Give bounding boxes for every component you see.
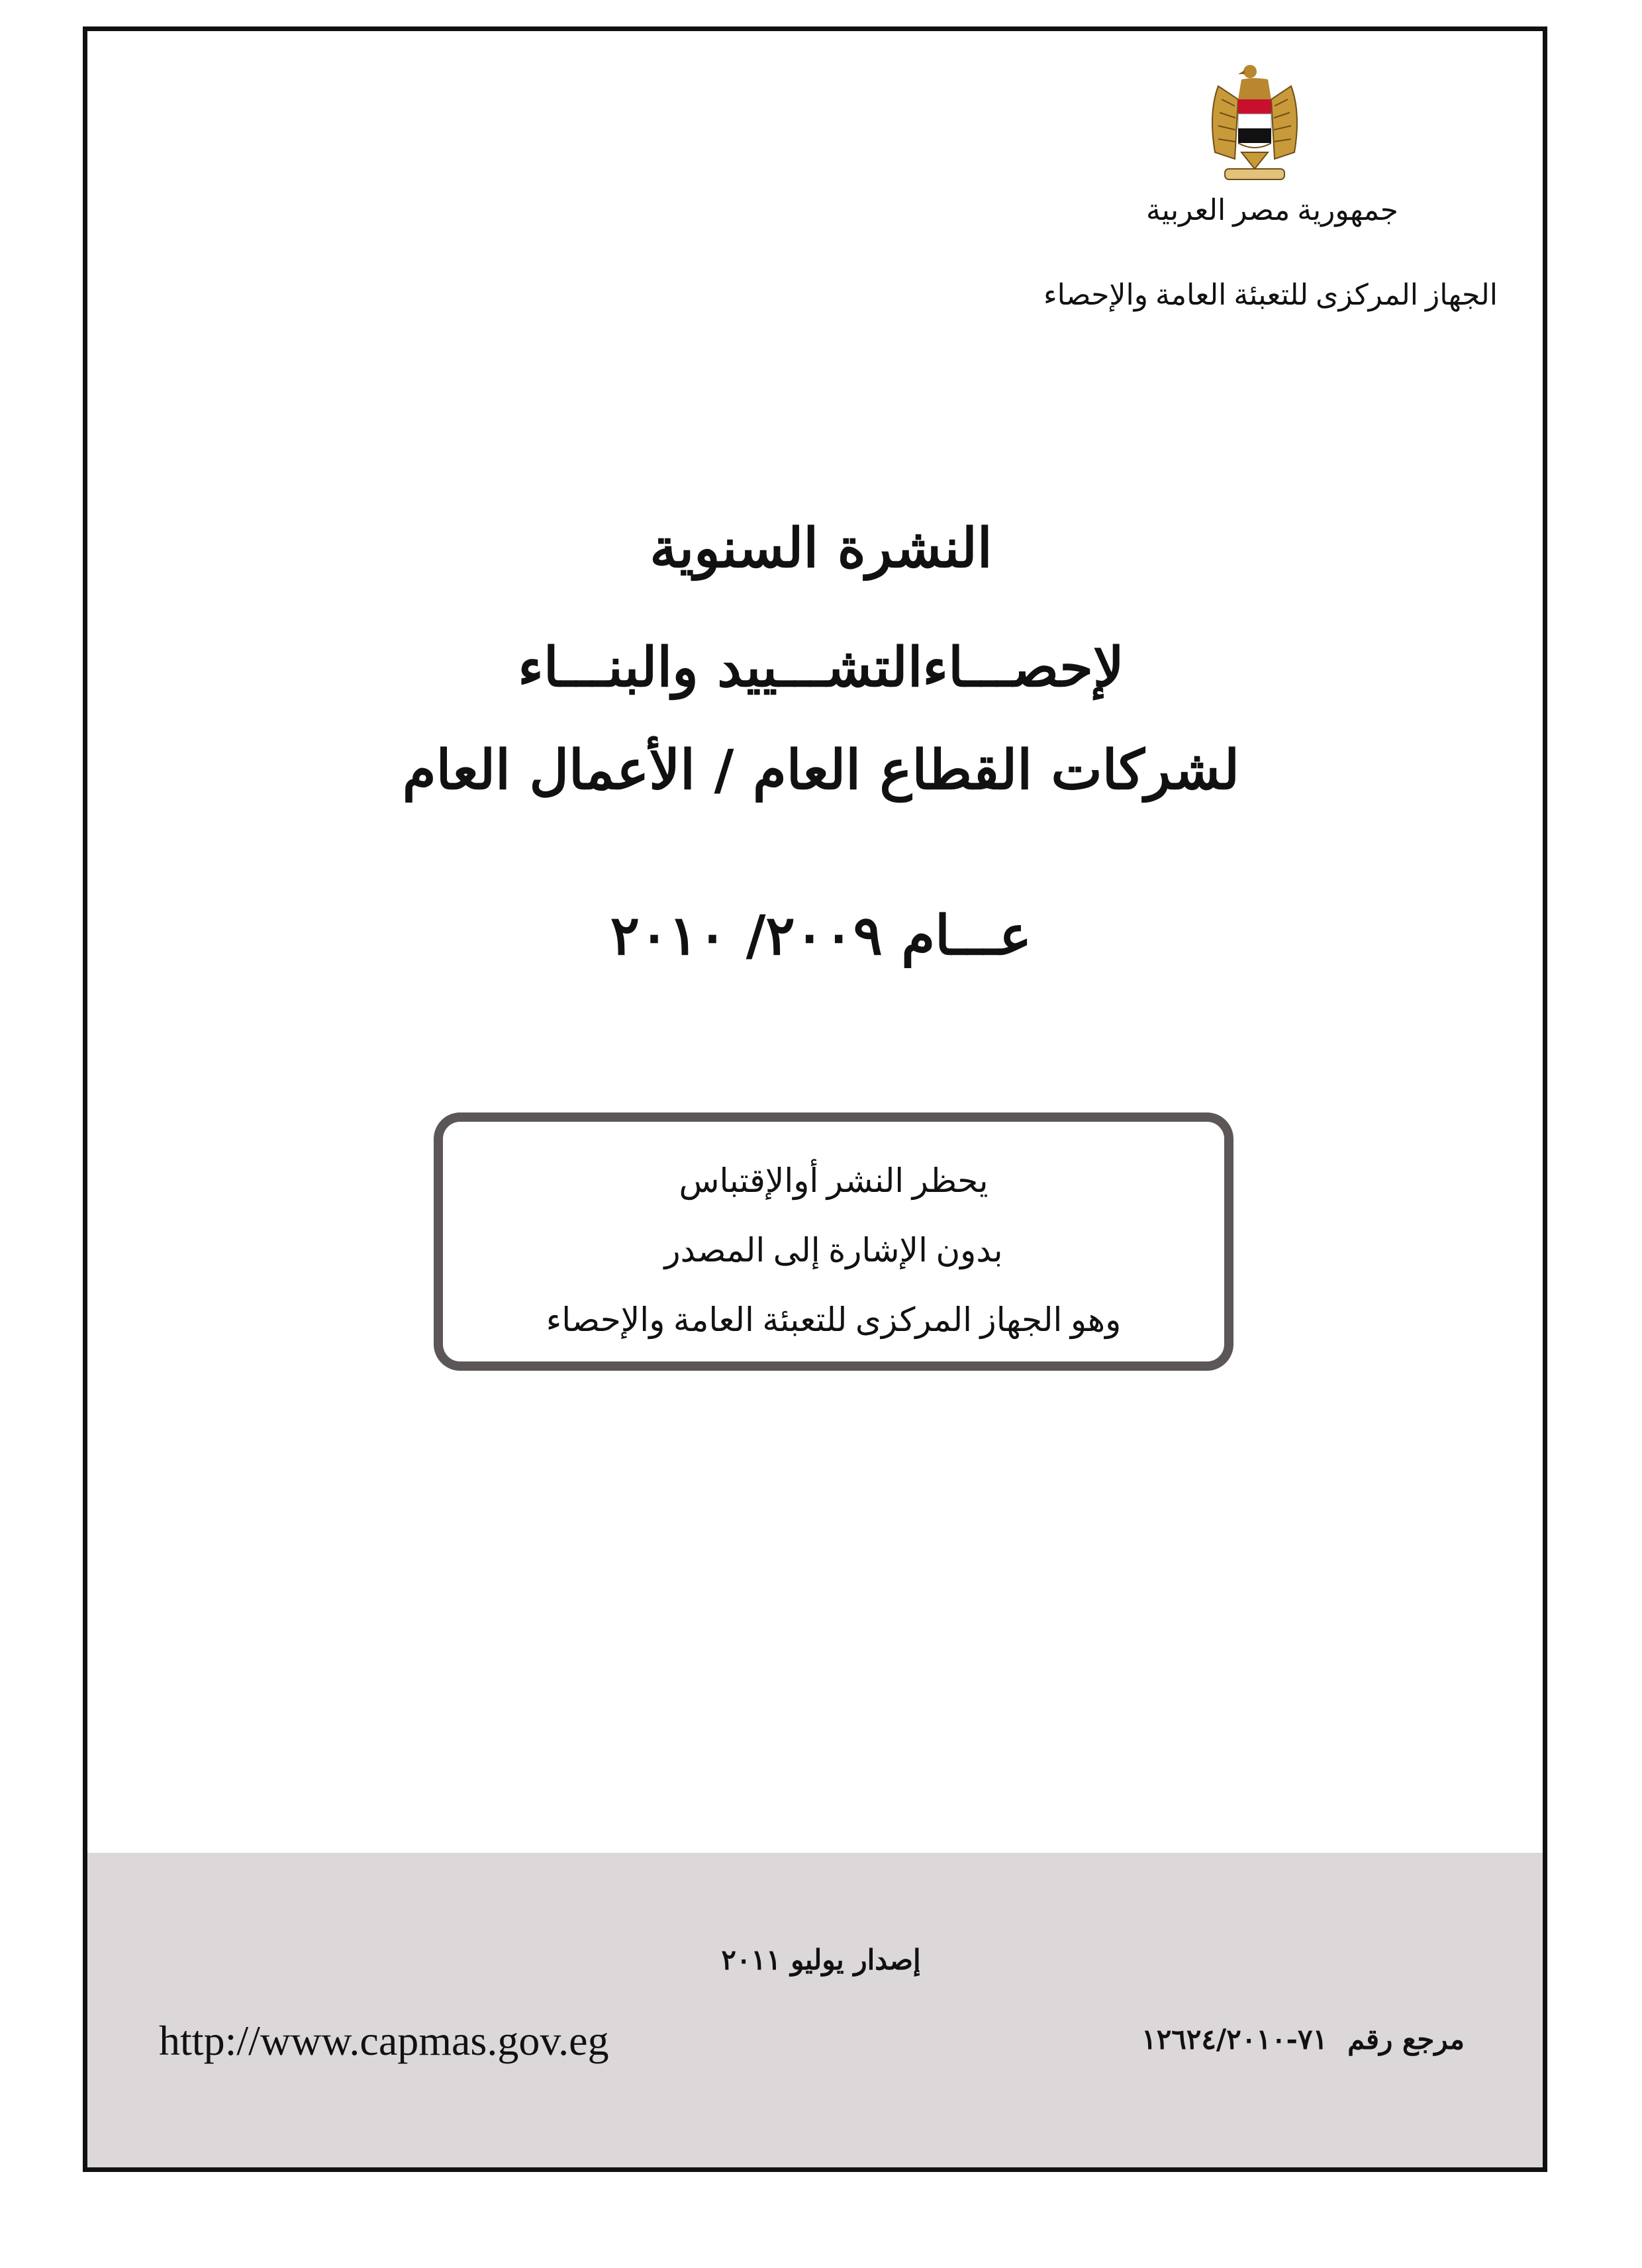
reference-number [1141,2023,1465,2055]
copyright-notice-box [434,1112,1233,1371]
year-line: عـــام ٢٠٠٩/ ٢٠١٠ [610,904,1032,967]
notice-line-1: يحظر النشر أوالإقتباس [679,1162,989,1199]
title-line-3: لشركات القطاع العام / الأعمال العام [402,738,1240,802]
notice-line-2: بدون الإشارة إلى المصدر [664,1232,1003,1269]
issue-date: إصدار يوليو ٢٠١١ [721,1944,921,1976]
agency-name: الجهاز المركزى للتعبئة العامة والإحصاء [1043,279,1498,311]
footer-band [87,1853,1543,2167]
country-name: جمهورية مصر العربية [1146,194,1398,226]
reference-value: ٧١-١٢٦٢٤/٢٠١٠ [1141,2023,1328,2055]
reference-label: مرجع رقم [1347,2023,1465,2055]
page-frame [83,26,1547,2172]
title-line-2: لإحصـــاءالتشـــييد والبنـــاء [518,636,1124,699]
notice-line-3: وهو الجهاز المركزى للتعبئة العامة والإحصاء [546,1301,1122,1338]
title-line-1: النشرة السنوية [650,517,992,580]
website-url[interactable]: http://www.capmas.gov.eg [159,2017,609,2064]
egypt-eagle-emblem-icon [1205,60,1304,185]
